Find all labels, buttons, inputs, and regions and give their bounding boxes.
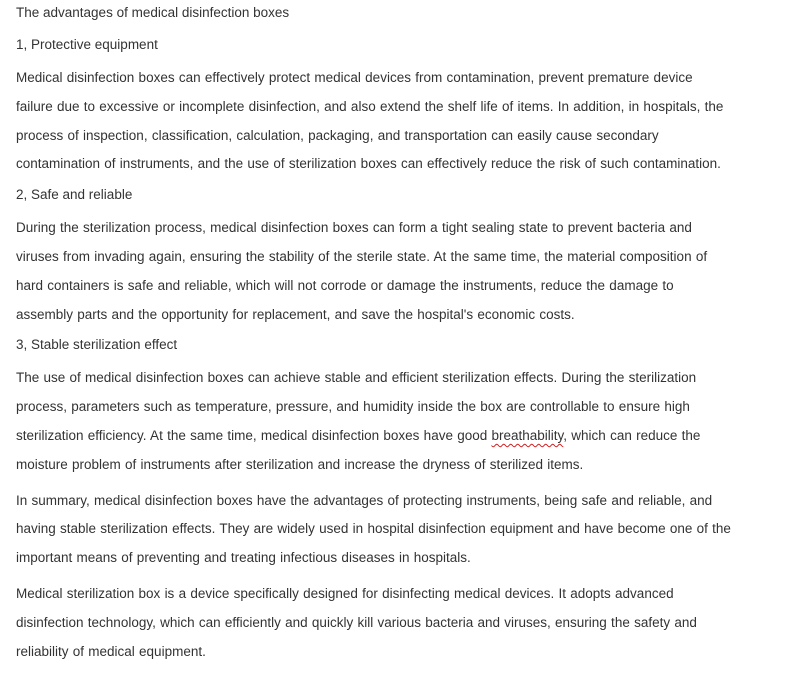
paragraph-line: assembly parts and the opportunity for replacement, and save the hospital's economic costs.: [16, 306, 575, 322]
closing-paragraph: [16, 580, 778, 666]
section-heading-protective: 1, Protective equipment: [16, 37, 158, 52]
summary-paragraph: [16, 487, 778, 573]
paragraph-line: disinfection technology, which can efficiently and quickly kill various bacteria and viruses, ensuring the safety and: [16, 614, 697, 630]
paragraph-line: The use of medical disinfection boxes can achieve stable and efficient sterilization effects. During the sterilization: [16, 370, 697, 386]
paragraph-line: hard containers is safe and reliable, which will not corrode or damage the instruments, reduce the damage to: [16, 277, 674, 293]
paragraph-line: process of inspection, classification, calculation, packaging, and transportation can easily cause secondary: [16, 127, 659, 143]
paragraph-line: In summary, medical disinfection boxes have the advantages of protecting instruments, being safe and reliable, and: [16, 492, 713, 508]
section-paragraph-stable: [16, 364, 778, 479]
section-heading-safe: 2, Safe and reliable: [16, 187, 133, 203]
paragraph-line: important means of preventing and treating infectious diseases in hospitals.: [16, 550, 471, 566]
paragraph-line: contamination of instruments, and the use of sterilization boxes can effectively reduce the risk of such contamination.: [16, 156, 721, 172]
paragraph-line: Medical disinfection boxes can effectively protect medical devices from contamination, prevent premature device: [16, 70, 693, 85]
paragraph-line: Medical sterilization box is a device specifically designed for disinfecting medical devices. It adopts advanced: [16, 585, 674, 601]
paragraph-line-text: , which can reduce the: [563, 427, 701, 443]
paragraph-line: reliability of medical equipment.: [16, 643, 206, 659]
paragraph-line: process, parameters such as temperature, pressure, and humidity inside the box are controllable to ensure high: [16, 399, 690, 415]
paragraph-line: [16, 422, 778, 451]
section-paragraph-protective: [16, 64, 778, 179]
section-paragraph-safe: [16, 214, 778, 329]
paragraph-line: During the sterilization process, medical disinfection boxes can form a tight sealing state to prevent bacteria and: [16, 220, 692, 236]
paragraph-line: moisture problem of instruments after sterilization and increase the dryness of sterilized items.: [16, 456, 584, 472]
article-title: The advantages of medical disinfection boxes: [16, 5, 290, 20]
paragraph-line-text: sterilization efficiency. At the same time, medical disinfection boxes have good: [16, 427, 492, 443]
paragraph-line: viruses from invading again, ensuring the stability of the sterile state. At the same time, the material composition of: [16, 248, 708, 264]
misspelled-word[interactable]: breathability: [491, 427, 564, 443]
section-heading-stable: 3, Stable sterilization effect: [16, 337, 178, 353]
paragraph-line: failure due to excessive or incomplete disinfection, and also extend the shelf life of items. In addition, in hospitals, the: [16, 98, 724, 114]
paragraph-line: having stable sterilization effects. They are widely used in hospital disinfection equipment and have become one of the: [16, 521, 731, 537]
